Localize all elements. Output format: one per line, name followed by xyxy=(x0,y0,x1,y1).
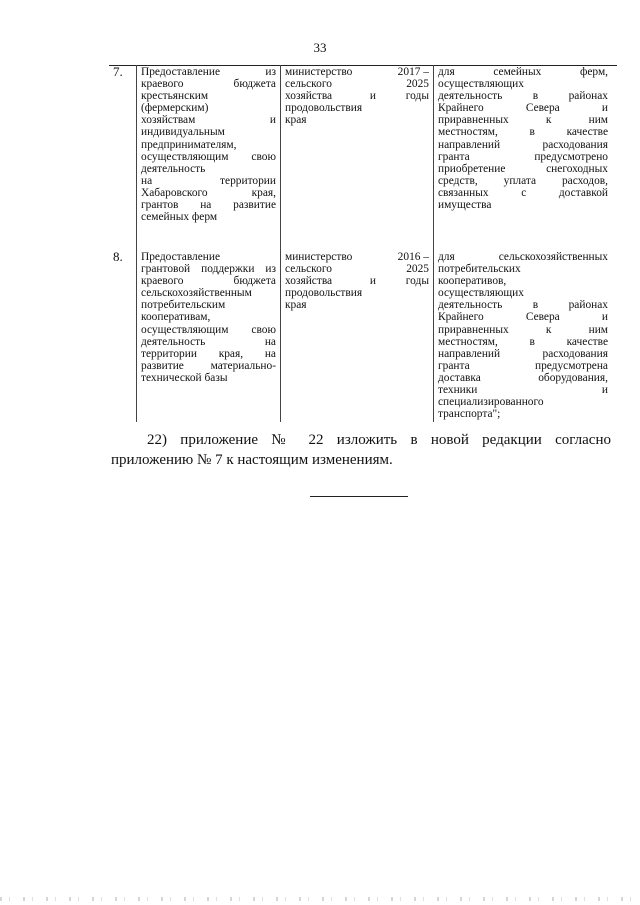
cell-line: осуществляющим свою xyxy=(141,150,276,163)
cell-line: деятельность в районах xyxy=(438,299,608,312)
end-separator-line xyxy=(310,496,408,497)
cell-line: осуществляющих xyxy=(438,78,524,91)
column-divider-2 xyxy=(280,65,281,422)
cell-line: местностям, в качестве xyxy=(438,335,608,348)
cell-line: развитие материально- xyxy=(141,359,276,372)
cell-line: направлений расходования xyxy=(438,138,608,151)
row-7-period xyxy=(383,66,429,102)
row-7-notes xyxy=(438,66,608,211)
cell-line: потребительских xyxy=(438,263,521,276)
cell-line: приравненных к ним xyxy=(438,323,608,336)
cell-line: министерство xyxy=(285,251,353,263)
cell-line: Предоставление из xyxy=(141,66,276,78)
cell-line: хозяйства и xyxy=(285,275,376,288)
row-8-description xyxy=(141,251,276,384)
cell-line: местностям, в качестве xyxy=(438,126,608,139)
row-8-period xyxy=(383,251,429,287)
cell-line: Крайнего Севера и xyxy=(438,311,608,324)
cell-line: кооперативов, xyxy=(438,275,507,288)
cell-line: крестьянским xyxy=(141,90,209,103)
cell-line: для сельскохозяйственных xyxy=(438,251,608,263)
cell-line: техники и xyxy=(438,384,608,397)
column-divider-1 xyxy=(136,65,137,422)
cell-line: приобретение снегоходных xyxy=(438,162,608,175)
cell-line: краевого бюджета xyxy=(141,78,276,91)
cell-line: годы xyxy=(405,90,429,103)
cell-line: кооперативам, xyxy=(141,311,211,324)
cell-line: хозяйства и xyxy=(285,90,376,103)
cell-line: Крайнего Севера и xyxy=(438,102,608,115)
cell-line: транспорта"; xyxy=(438,408,501,421)
cell-line: гранта предусмотрена xyxy=(438,359,608,372)
cell-line: Хабаровского края, xyxy=(141,186,276,199)
cell-line: грантов на развитие xyxy=(141,199,276,212)
row-8-executor xyxy=(285,251,376,311)
cell-line: продовольствия xyxy=(285,102,363,115)
column-divider-3 xyxy=(433,65,434,422)
scan-noise xyxy=(0,897,640,901)
cell-line: специализированного xyxy=(438,396,544,409)
cell-line: имущества xyxy=(438,199,492,212)
cell-line: края xyxy=(285,299,307,312)
cell-line: потребительским xyxy=(141,299,226,312)
cell-line: приравненных к ним xyxy=(438,114,608,127)
cell-line: деятельность в районах xyxy=(438,90,608,103)
cell-line: продовольствия xyxy=(285,287,363,300)
amendment-line-2: приложению № 7 к настоящим изменениям. xyxy=(111,452,393,468)
cell-line: индивидуальным xyxy=(141,126,225,139)
amendment-paragraph xyxy=(111,430,611,470)
cell-line: (фермерским) xyxy=(141,102,209,115)
page-number: 33 xyxy=(313,40,327,55)
cell-line: предпринимателям, xyxy=(141,138,237,151)
cell-line: сельского xyxy=(285,263,332,276)
row-7-executor xyxy=(285,66,376,126)
cell-line: Предоставление xyxy=(141,251,221,263)
cell-line: семейных ферм xyxy=(141,211,218,224)
cell-line: для семейных ферм, xyxy=(438,66,608,78)
cell-line: средств, уплата расходов, xyxy=(438,174,608,187)
cell-line: территории края, на xyxy=(141,347,276,360)
cell-line: деятельность на xyxy=(141,335,276,348)
cell-line: сельского xyxy=(285,78,332,91)
cell-line: на территории xyxy=(141,174,276,187)
cell-line: технической базы xyxy=(141,371,228,384)
cell-line: грантовой поддержки из xyxy=(141,263,276,276)
cell-line: министерство xyxy=(285,66,353,78)
cell-line: доставка оборудования, xyxy=(438,371,608,384)
amendment-line-1: 22) приложение № 22 изложить в новой редакции согласно xyxy=(147,432,611,448)
row-7-description xyxy=(141,66,276,223)
row-8-number: 8. xyxy=(113,249,123,264)
cell-line: хозяйствам и xyxy=(141,114,276,127)
cell-line: направлений расходования xyxy=(438,347,608,360)
cell-line: 2025 xyxy=(406,78,429,91)
row-7-number: 7. xyxy=(113,64,123,79)
cell-line: годы xyxy=(405,275,429,288)
cell-line: деятельность xyxy=(141,162,206,175)
cell-line: края xyxy=(285,114,307,127)
cell-line: 2017 – xyxy=(397,66,429,78)
cell-line: осуществляющим свою xyxy=(141,323,276,336)
cell-line: 2025 xyxy=(406,263,429,276)
cell-line: связанных с доставкой xyxy=(438,186,608,199)
row-8-notes xyxy=(438,251,608,420)
cell-line: осуществляющих xyxy=(438,287,524,300)
cell-line: 2016 – xyxy=(397,251,429,263)
cell-line: сельскохозяйственным xyxy=(141,287,252,300)
cell-line: гранта предусмотрено xyxy=(438,150,608,163)
cell-line: краевого бюджета xyxy=(141,275,276,288)
